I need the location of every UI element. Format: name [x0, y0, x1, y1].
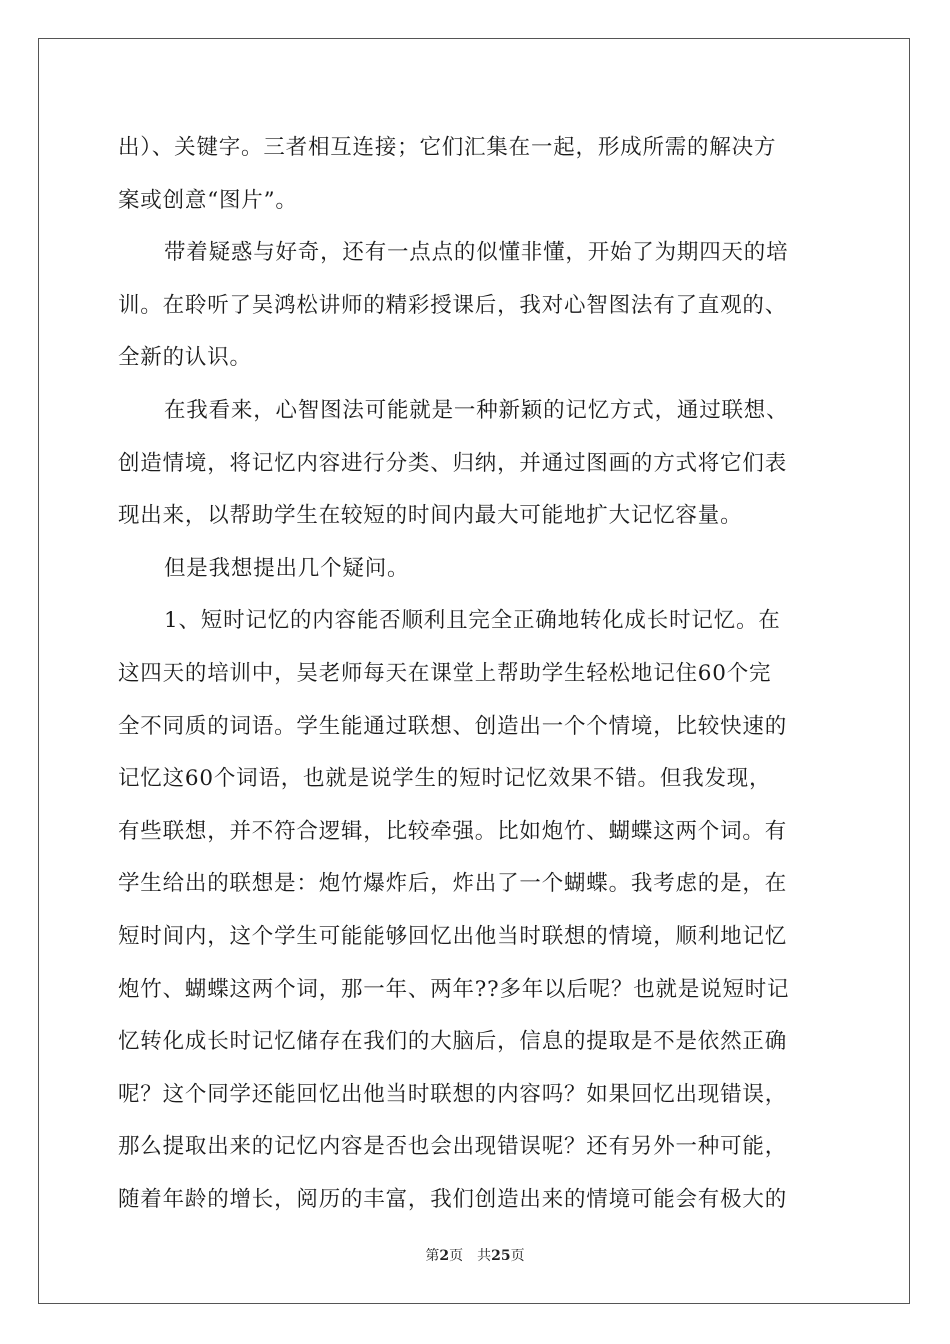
paragraph-start: 1、短时记忆的内容能否顺利且完全正确地转化成长时记忆。在: [164, 608, 781, 634]
text-line: 忆转化成长时记忆储存在我们的大脑后，信息的提取是不是依然正确: [118, 1029, 788, 1055]
text-line: 出）、关键字。三者相互连接；它们汇集在一起，形成所需的解决方: [118, 135, 777, 160]
paragraph-start: 在我看来，心智图法可能就是一种新颖的记忆方式，通过联想、: [164, 397, 789, 423]
text-line: 随着年龄的增长，阅历的丰富，我们创造出来的情境可能会有极大的: [118, 1186, 788, 1212]
text-line: 炮竹、蝴蝶这两个词，那一年、两年??多年以后呢？也就是说短时记: [118, 976, 790, 1002]
text-line: 短时间内，这个学生可能能够回忆出他当时联想的情境，顺利地记忆: [118, 923, 788, 949]
footer-prefix: 第: [425, 1248, 440, 1264]
text-line: 案或创意“图片”。: [118, 187, 298, 213]
footer-mid: 页 共: [449, 1248, 492, 1264]
paragraph-start: 带着疑惑与好奇，还有一点点的似懂非懂，开始了为期四天的培: [164, 240, 789, 266]
current-page-number: 2: [439, 1248, 450, 1264]
text-line: 那么提取出来的记忆内容是否也会出现错误呢？还有另外一种可能，: [118, 1134, 788, 1160]
text-line: 创造情境，将记忆内容进行分类、归纳，并通过图画的方式将它们表: [118, 450, 788, 476]
text-line: 记忆这60个词语，也就是说学生的短时记忆效果不错。但我发现，: [118, 766, 772, 792]
text-line: 全新的认识。: [118, 345, 252, 371]
text-line: 全不同质的词语。学生能通过联想、创造出一个个情境，比较快速的: [118, 713, 788, 739]
paragraph-start: 但是我想提出几个疑问。: [164, 555, 410, 581]
footer-suffix: 页: [510, 1248, 525, 1264]
text-line: 呢？这个同学还能回忆出他当时联想的内容吗？如果回忆出现错误，: [118, 1081, 788, 1107]
page-number-footer: [0, 1245, 950, 1265]
text-line: 有些联想，并不符合逻辑，比较牵强。比如炮竹、蝴蝶这两个词。有: [118, 818, 788, 844]
total-page-count: 25: [491, 1248, 511, 1264]
text-line: 现出来，以帮助学生在较短的时间内最大可能地扩大记忆容量。: [118, 503, 743, 529]
text-line: 训。在聆听了吴鸿松讲师的精彩授课后，我对心智图法有了直观的、: [118, 292, 788, 318]
document-body: [118, 122, 834, 1226]
text-line: 学生给出的联想是：炮竹爆炸后，炸出了一个蝴蝶。我考虑的是，在: [118, 871, 788, 897]
text-line: 这四天的培训中，吴老师每天在课堂上帮助学生轻松地记住60个完: [118, 660, 772, 686]
